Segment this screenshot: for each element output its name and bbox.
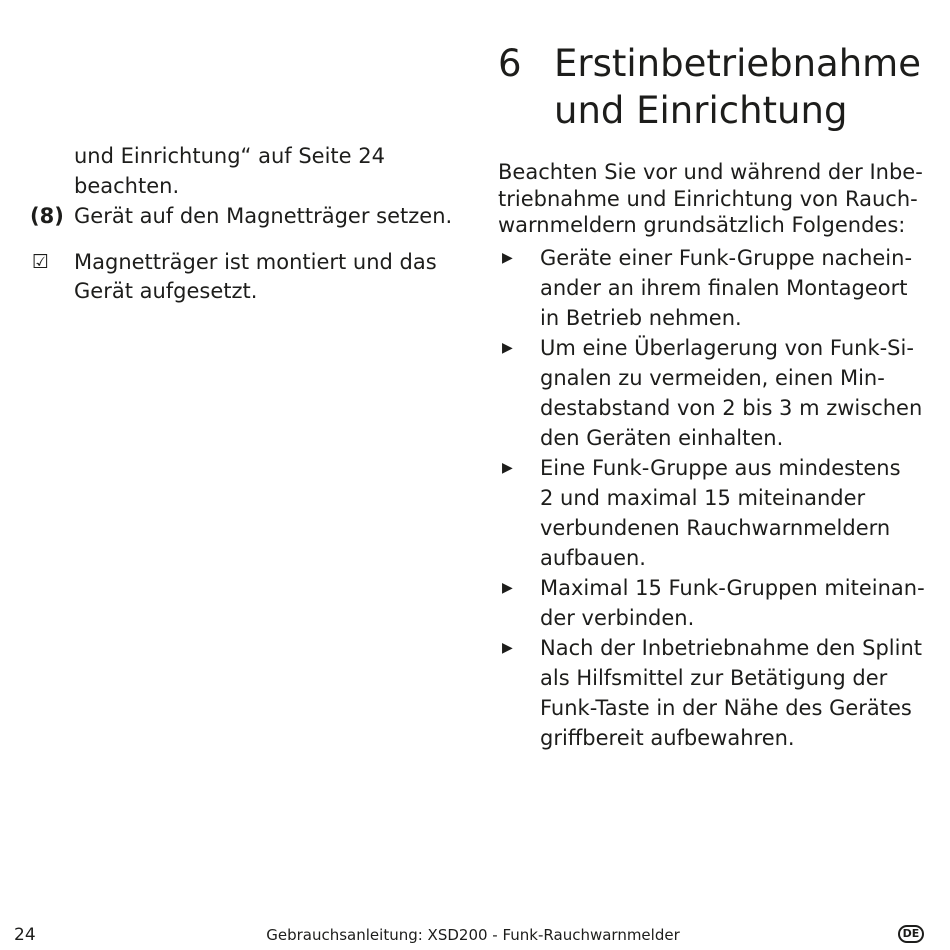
text-line: ander an ihrem finalen Montageort bbox=[540, 275, 908, 300]
text-line: verbundenen Rauchwarnmeldern bbox=[540, 515, 891, 540]
text-line: Maximal 15 Funk-Gruppen miteinan- bbox=[540, 575, 925, 600]
page-number: 24 bbox=[14, 925, 36, 945]
document-title: Gebrauchsanleitung: XSD200 - Funk-Rauchwarnmelder bbox=[266, 926, 680, 944]
intro-paragraph bbox=[498, 159, 930, 239]
step-text: Gerät auf den Magnetträger setzen. bbox=[74, 204, 453, 228]
arrow-bullet-icon: ▶ bbox=[502, 459, 513, 476]
text-line: Funk-Taste in der Nähe des Gerätes bbox=[540, 695, 912, 720]
result-item bbox=[30, 248, 470, 307]
text-line: den Geräten einhalten. bbox=[540, 425, 784, 450]
text-line: Nach der Inbetriebnahme den Splint bbox=[540, 635, 923, 660]
arrow-bullet-icon: ▶ bbox=[502, 579, 513, 596]
list-item bbox=[498, 453, 930, 573]
list-item-text bbox=[540, 333, 922, 453]
text-line: Gerät aufgesetzt. bbox=[74, 279, 258, 303]
continued-instruction bbox=[30, 142, 470, 201]
chapter-heading bbox=[498, 40, 930, 134]
arrow-bullet-icon: ▶ bbox=[502, 639, 513, 656]
text-line: warnmeldern grundsätzlich Folgendes: bbox=[498, 213, 906, 237]
list-item bbox=[498, 243, 930, 333]
list-item-text bbox=[540, 243, 912, 333]
result-text bbox=[74, 248, 437, 307]
text-line: destabstand von 2 bis 3 m zwischen bbox=[540, 395, 923, 420]
step-number: (8) bbox=[30, 204, 64, 228]
list-item bbox=[498, 573, 930, 633]
text-line: aufbauen. bbox=[540, 545, 646, 570]
text-line: Magnetträger ist montiert und das bbox=[74, 249, 437, 274]
bullet-list bbox=[498, 243, 930, 753]
text-line: der verbinden. bbox=[540, 605, 695, 630]
right-column bbox=[498, 40, 930, 753]
text-line: Eine Funk-Gruppe aus mindestens bbox=[540, 455, 901, 480]
text-line: Geräte einer Funk-Gruppe nachein- bbox=[540, 245, 913, 270]
list-item bbox=[498, 333, 930, 453]
text-line: Beachten Sie vor und während der Inbe- bbox=[498, 160, 923, 184]
chapter-title-line: Erstinbetriebnahme bbox=[554, 42, 921, 85]
text-line: 2 und maximal 15 miteinander bbox=[540, 485, 866, 510]
text-line: triebnahme und Einrichtung von Rauch- bbox=[498, 186, 918, 211]
arrow-bullet-icon: ▶ bbox=[502, 249, 513, 266]
text-line: und Einrichtung“ auf Seite 24 bbox=[74, 144, 385, 168]
text-line: Um eine Überlagerung von Funk-Si- bbox=[540, 335, 914, 360]
language-badge: DE bbox=[898, 925, 924, 943]
list-item-text bbox=[540, 453, 901, 573]
chapter-title bbox=[554, 40, 921, 134]
text-line: als Hilfsmittel zur Betätigung der bbox=[540, 665, 888, 690]
chapter-title-line: und Einrichtung bbox=[554, 89, 848, 132]
checkbox-checked-icon: ☑ bbox=[32, 250, 50, 273]
list-item-text bbox=[540, 573, 925, 633]
page-footer bbox=[0, 924, 950, 948]
text-line: griffbereit aufbewahren. bbox=[540, 725, 795, 750]
step-item bbox=[30, 202, 470, 232]
left-column bbox=[30, 142, 470, 307]
list-item-text bbox=[540, 633, 922, 753]
arrow-bullet-icon: ▶ bbox=[502, 339, 513, 356]
text-line: beachten. bbox=[74, 173, 180, 198]
text-line: gnalen zu vermeiden, einen Min- bbox=[540, 365, 885, 390]
chapter-number: 6 bbox=[498, 42, 522, 85]
text-line: in Betrieb nehmen. bbox=[540, 305, 742, 330]
list-item bbox=[498, 633, 930, 753]
